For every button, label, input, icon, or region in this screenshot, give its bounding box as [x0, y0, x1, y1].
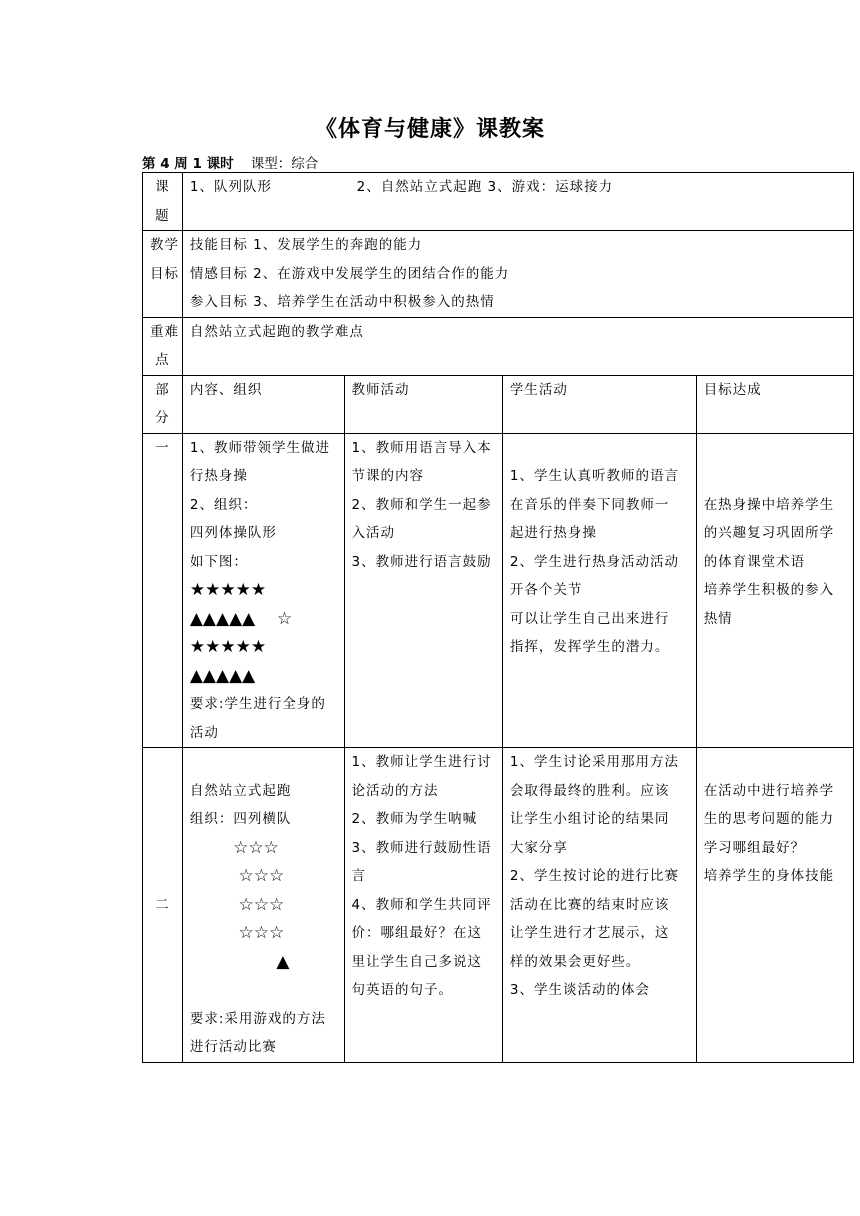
cell-line: 1、学生认真听教师的语言: [509, 468, 679, 484]
header-goal: 目标达成: [696, 375, 853, 433]
cell-line: 1、教师用语言导入本: [351, 439, 492, 456]
cell-line: 2、组织：: [189, 496, 258, 513]
section-1-content: [182, 433, 344, 748]
goals-text: [182, 231, 853, 318]
cell-line: 2、学生进行热身活动活动: [509, 553, 679, 570]
cell-line: ☆☆☆: [189, 894, 285, 915]
cell-line: 四列体操队形: [189, 525, 277, 541]
cell-line: 要求:采用游戏的方法: [189, 1010, 326, 1027]
difficulty-row: [143, 317, 854, 375]
cell-line: 的体育课堂术语: [703, 553, 806, 570]
cell-line: 行热身操: [189, 468, 248, 484]
cell-line: 自然站立式起跑: [189, 782, 292, 799]
section-1-part: 一: [143, 433, 183, 748]
section-row-1: [143, 433, 854, 748]
cell-line: [704, 748, 846, 777]
cell-line: 培养学生积极的参入: [703, 582, 835, 598]
cell-line: 会取得最终的胜利。应该: [509, 782, 670, 799]
cell-line: ☆☆☆: [189, 923, 285, 943]
cell-line: 组织：四列横队: [189, 811, 292, 827]
cell-line: [510, 434, 689, 463]
cell-line: 1、学生讨论采用那用方法: [509, 754, 679, 770]
cell-line: 论活动的方法: [351, 782, 439, 799]
cell-line: 句英语的句子。: [351, 982, 454, 998]
cell-line: ☆☆☆: [189, 866, 285, 886]
cell-line: 指挥，发挥学生的潜力。: [509, 639, 670, 655]
cell-line: ▲▲▲▲▲: [189, 665, 256, 686]
cell-line: 培养学生的身体技能: [703, 868, 835, 884]
lesson-plan-table: [142, 172, 854, 1063]
cell-line: [190, 976, 337, 1005]
cell-line: 入活动: [351, 525, 396, 541]
cell-line: ★★★★★: [189, 637, 267, 657]
cell-line: 如下图：: [189, 553, 248, 570]
header-part: 部分: [143, 375, 183, 433]
cell-line: 学习哪组最好？: [703, 839, 806, 856]
cell-line: 活动在比赛的结束时应该: [509, 896, 670, 913]
cell-line: [704, 434, 846, 463]
section-2-teacher: [344, 748, 502, 1063]
cell-line: 3、学生谈活动的体会: [509, 982, 650, 998]
cell-line: 在热身操中培养学生: [703, 496, 835, 513]
header-content: 内容、组织: [182, 375, 344, 433]
section-1-student: [502, 433, 696, 748]
cell-line: 情感目标 2、在游戏中发展学生的团结合作的能力: [189, 265, 510, 282]
cell-line: 生的思考问题的能力: [703, 811, 835, 827]
document-title: 《体育与健康》课教案: [314, 117, 545, 142]
difficulty-text: 自然站立式起跑的教学难点: [182, 317, 853, 375]
cell-line: 节课的内容: [351, 468, 425, 484]
section-row-2: [143, 748, 854, 1063]
cell-line: [190, 748, 337, 777]
cell-line: 价：哪组最好？在这: [351, 925, 483, 941]
cell-line: ★★★★★: [189, 580, 267, 600]
cell-line: 让学生进行才艺展示，这: [509, 925, 670, 941]
cell-line: 2、教师和学生一起参: [351, 496, 492, 513]
cell-line: 里让学生自己多说这: [351, 953, 483, 970]
cell-line: 技能目标 1、发展学生的奔跑的能力: [189, 237, 423, 253]
cell-line: 开各个关节: [509, 582, 583, 598]
cell-line: 3、教师进行鼓励性语: [351, 839, 492, 856]
header-row: [143, 375, 854, 433]
week-lesson: 第 4 周 1 课时: [142, 156, 234, 172]
topic-text: 1、队列队形 2、自然站立式起跑 3、游戏：运球接力: [182, 173, 853, 231]
cell-line: 热情: [703, 610, 733, 627]
cell-line: 2、学生按讨论的进行比赛: [509, 868, 679, 884]
section-2-part: 二: [143, 748, 183, 1063]
cell-line: 起进行热身操: [509, 525, 597, 541]
topic-row: [143, 173, 854, 231]
section-2-goal: [696, 748, 853, 1063]
section-2-student: [502, 748, 696, 1063]
cell-line: 的兴趣复习巩固所学: [703, 525, 835, 541]
cell-line: ☆☆☆: [189, 837, 279, 858]
cell-line: ▲▲▲▲▲ ☆: [189, 608, 293, 629]
cell-line: 在音乐的伴奏下同教师一: [509, 496, 670, 513]
cell-line: 参入目标 3、培养学生在活动中积极参入的热情: [189, 294, 495, 310]
cell-line: 让学生小组讨论的结果同: [509, 811, 670, 827]
cell-line: 在活动中进行培养学: [703, 782, 835, 799]
section-1-teacher: [344, 433, 502, 748]
cell-line: [704, 462, 846, 491]
difficulty-label: 重难 点: [143, 317, 183, 375]
goals-row: [143, 231, 854, 318]
cell-line: 进行活动比赛: [189, 1039, 277, 1055]
cell-line: 2、教师为学生呐喊: [351, 811, 478, 827]
cell-line: 1、教师带领学生做进: [189, 439, 330, 456]
cell-line: ▲: [189, 951, 290, 972]
cell-line: 3、教师进行语言鼓励: [351, 553, 492, 570]
cell-line: 大家分享: [509, 839, 568, 856]
section-1-goal: [696, 433, 853, 748]
lesson-info: [142, 152, 318, 172]
header-teacher: 教师活动: [344, 375, 502, 433]
cell-line: 言: [351, 868, 367, 884]
topic-label: 课题: [143, 173, 183, 231]
cell-line: 可以让学生自己出来进行: [509, 610, 670, 627]
header-student: 学生活动: [502, 375, 696, 433]
section-2-content: [182, 748, 344, 1063]
cell-line: 要求:学生进行全身的: [189, 696, 326, 712]
cell-line: 1、教师让学生进行讨: [351, 754, 492, 770]
cell-line: 4、教师和学生共同评: [351, 896, 492, 913]
cell-line: 活动: [189, 724, 219, 741]
goals-label: 教学 目标: [143, 231, 183, 318]
lesson-type: 课型：综合: [250, 156, 319, 172]
cell-line: 样的效果会更好些。: [509, 953, 641, 970]
